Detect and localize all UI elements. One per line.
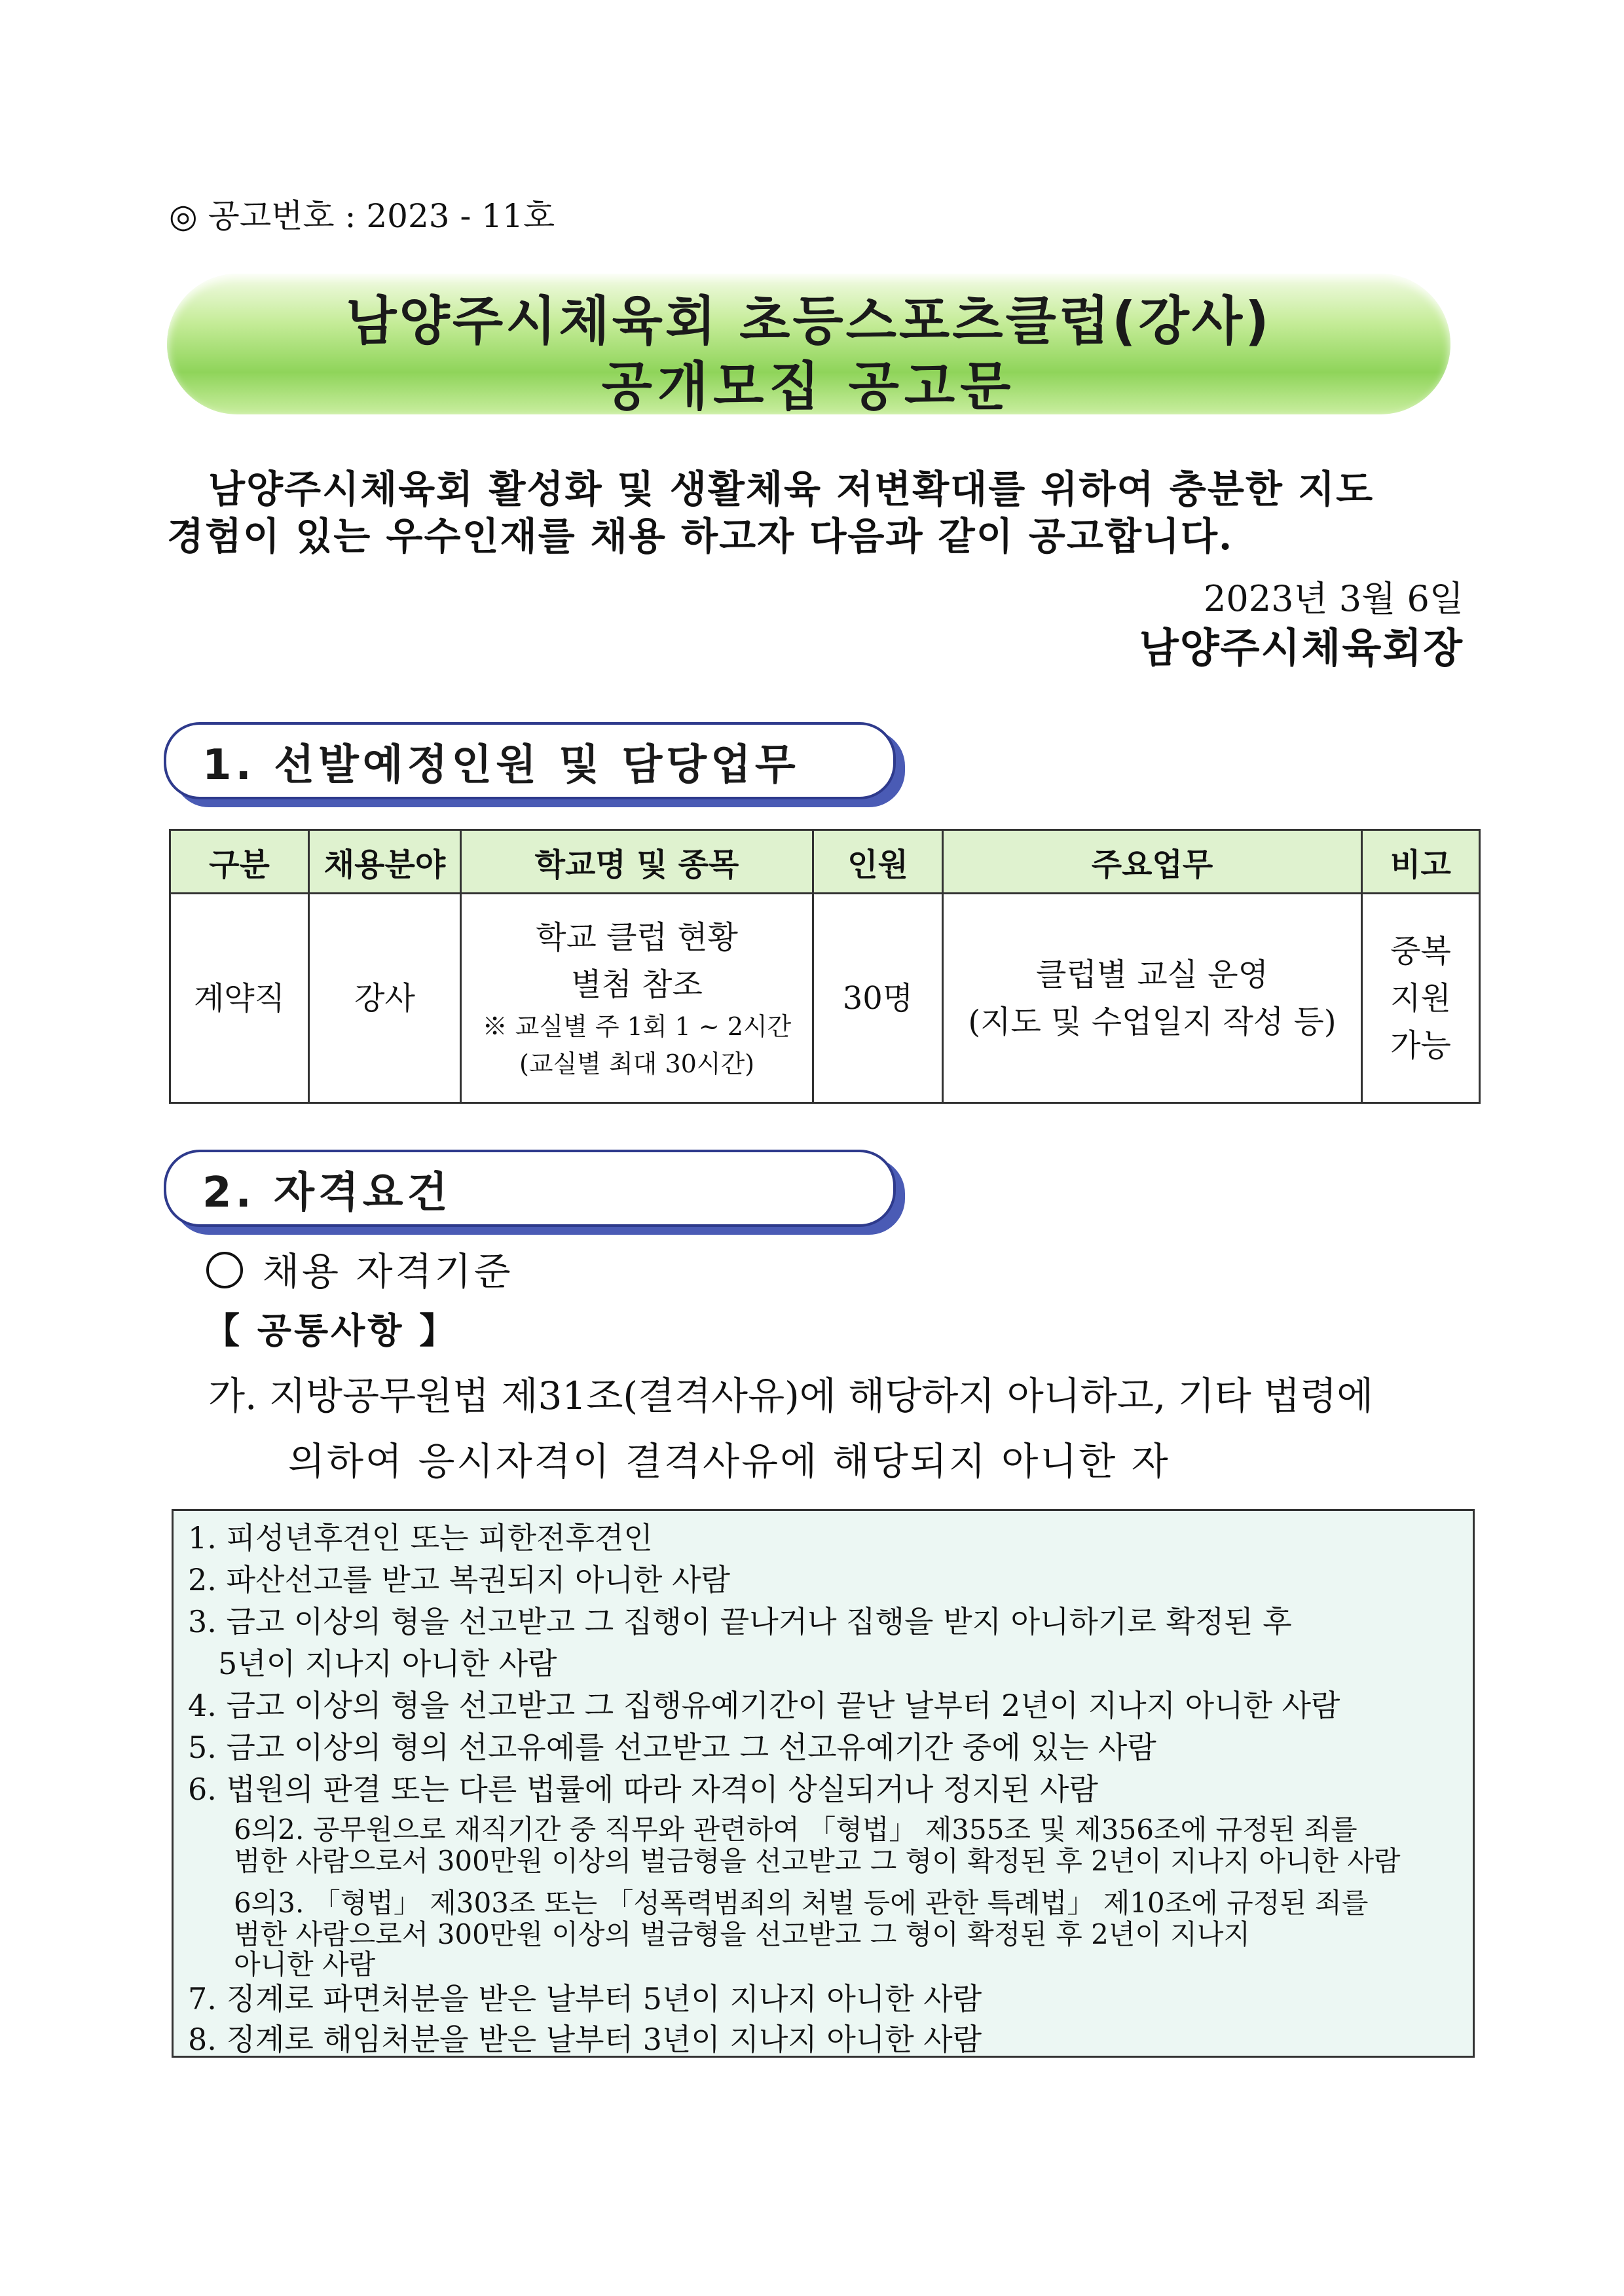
cell-school — [461, 894, 813, 1103]
positions-table — [169, 829, 1481, 1104]
table-header-row — [170, 830, 1480, 894]
header-field: 채용분야 — [309, 830, 461, 894]
list-item: 8. 징계로 해임처분을 받은 날부터 3년이 지나지 아니한 사람 — [188, 2022, 982, 2057]
list-item: 5년이 지나지 아니한 사람 — [218, 1646, 557, 1681]
header-duty: 주요업무 — [943, 830, 1362, 894]
list-item: 4. 금고 이상의 형을 선고받고 그 집행유예기간이 끝난 날부터 2년이 지나지 아니한 사람 — [188, 1688, 1340, 1723]
school-line-2: 별첨 참조 — [571, 966, 703, 1003]
section-1-heading — [164, 722, 896, 799]
list-item: 6. 법원의 판결 또는 다른 법률에 따라 자격이 상실되거나 정지된 사람 — [188, 1772, 1098, 1807]
intro-line-2: 경험이 있는 우수인재를 채용 하고자 다음과 같이 공고합니다. — [167, 514, 1234, 558]
clause-ga-line-2: 의하여 응시자격이 결격사유에 해당되지 아니한 자 — [288, 1439, 1170, 1484]
intro-line-1: 남양주시체육회 활성화 및 생활체육 저변확대를 위하여 충분한 지도 — [208, 467, 1375, 511]
list-item: 아니한 사람 — [234, 1948, 376, 1980]
notice-number: ◎ 공고번호 : 2023 - 11호 — [169, 197, 555, 235]
list-item: 범한 사람으로서 300만원 이상의 벌금형을 선고받고 그 형이 확정된 후 2년이 지나지 아니한 사람 — [234, 1845, 1401, 1877]
disqualification-list — [172, 1509, 1475, 2058]
list-item: 5. 금고 이상의 형의 선고유예를 선고받고 그 선고유예기간 중에 있는 사람 — [188, 1730, 1156, 1765]
list-item: 3. 금고 이상의 형을 선고받고 그 집행이 끝나거나 집행을 받지 아니하기로 확정된 후 — [188, 1604, 1292, 1639]
notice-date: 2023년 3월 6일 — [1204, 578, 1464, 619]
cell-remark — [1362, 894, 1480, 1103]
title-banner — [167, 274, 1450, 417]
title-line-1: 남양주시체육회 초등스포츠클럽(강사) — [346, 291, 1272, 352]
school-note-1: ※ 교실별 주 1회 1 ~ 2시간 — [482, 1011, 792, 1041]
cell-field: 강사 — [309, 894, 461, 1103]
header-school: 학교명 및 종목 — [461, 830, 813, 894]
list-item: 6의2. 공무원으로 재직기간 중 직무와 관련하여 「형법」 제355조 및 제356조에 규정된 죄를 — [234, 1813, 1357, 1846]
section-1-title: 1. 선발예정인원 및 담당업무 — [202, 741, 800, 790]
remark-line-1: 중복 — [1390, 932, 1451, 970]
cell-duty — [943, 894, 1362, 1103]
criteria-heading-text: 채용 자격기준 — [263, 1249, 513, 1294]
common-heading: 【 공통사항 】 — [204, 1310, 458, 1351]
school-note-2: (교실별 최대 30시간) — [519, 1049, 755, 1078]
clause-ga-line-1: 가. 지방공무원법 제31조(결격사유)에 해당하지 아니하고, 기타 법령에 — [208, 1374, 1374, 1418]
criteria-heading — [206, 1241, 513, 1296]
list-item: 1. 피성년후견인 또는 피한전후견인 — [188, 1520, 653, 1556]
cell-count: 30명 — [813, 894, 943, 1103]
list-item: 6의3. 「형법」 제303조 또는 「성폭력범죄의 처벌 등에 관한 특례법」 제10조에 규정된 죄를 — [234, 1887, 1369, 1919]
issuer: 남양주시체육회장 — [1139, 624, 1464, 672]
list-item: 범한 사람으로서 300만원 이상의 벌금형을 선고받고 그 형이 확정된 후 2년이 지나지 — [234, 1918, 1251, 1950]
table-row — [170, 894, 1480, 1103]
remark-line-2: 지원 — [1390, 979, 1451, 1017]
section-2-title: 2. 자격요건 — [202, 1169, 452, 1217]
header-type: 구분 — [170, 830, 309, 894]
header-remark: 비고 — [1362, 830, 1480, 894]
duty-line-1: 클럽별 교실 운영 — [1035, 956, 1269, 993]
list-item: 7. 징계로 파면처분을 받은 날부터 5년이 지나지 아니한 사람 — [188, 1981, 982, 2016]
section-2-heading — [164, 1150, 896, 1227]
school-line-1: 학교 클럽 현황 — [536, 919, 738, 956]
list-item: 2. 파산선고를 받고 복권되지 아니한 사람 — [188, 1562, 730, 1597]
remark-line-3: 가능 — [1390, 1027, 1451, 1064]
cell-type: 계약직 — [170, 894, 309, 1103]
duty-line-2: (지도 및 수업일지 작성 등) — [968, 1003, 1337, 1040]
header-count: 인원 — [813, 830, 943, 894]
circle-bullet-icon — [206, 1252, 243, 1288]
title-line-2: 공개모집 공고문 — [601, 356, 1016, 417]
